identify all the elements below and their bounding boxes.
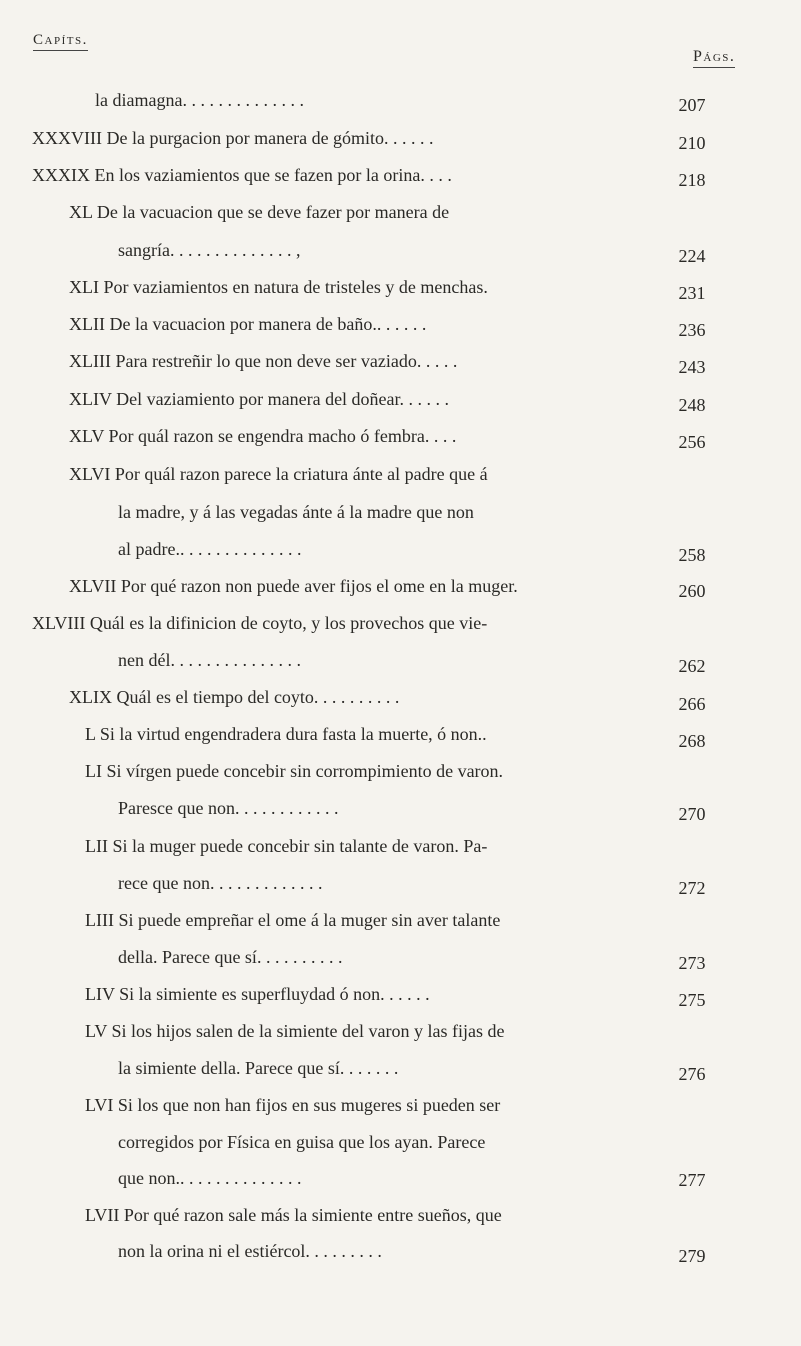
page-number: 273 (678, 953, 706, 973)
page-number: 236 (678, 320, 706, 340)
page-number: 248 (678, 395, 706, 415)
toc-line: XLII De la vacuacion por manera de baño.. . . . . . (69, 314, 427, 334)
toc-line: XL De la vacuacion que se deve fazer por manera de (69, 202, 450, 222)
toc-line: LI Si vírgen puede concebir sin corrompimiento de varon. (85, 761, 504, 781)
toc-line: que non.. . . . . . . . . . . . . . (118, 1168, 302, 1188)
toc-line: LVI Si los que non han fijos en sus mugeres si pueden ser (85, 1095, 501, 1115)
page-number: 276 (678, 1064, 706, 1084)
toc-line: corregidos por Física en guisa que los ayan. Parece (118, 1132, 486, 1152)
page-number: 268 (678, 731, 706, 751)
page-number: 266 (678, 694, 706, 714)
page-number: 260 (678, 581, 706, 601)
toc-line: la diamagna. . . . . . . . . . . . . . (95, 90, 304, 110)
page-number: 210 (678, 133, 706, 153)
toc-line: XLIV Del vaziamiento por manera del doñear. . . . . . (69, 389, 450, 409)
toc-line: LV Si los hijos salen de la simiente del varon y las fijas de (85, 1021, 505, 1041)
toc-line: XXXVIII De la purgacion por manera de gómito. . . . . . (32, 128, 434, 148)
page-number: 279 (678, 1246, 706, 1266)
toc-line: XLIX Quál es el tiempo del coyto. . . . . . . . . . (69, 687, 400, 707)
header-chapters: Capíts. (33, 32, 88, 51)
page-number: 275 (678, 990, 706, 1010)
toc-line: al padre.. . . . . . . . . . . . . . (118, 539, 302, 559)
toc-line: la madre, y á las vegadas ánte á la madre que non (118, 502, 474, 522)
page-number: 231 (678, 283, 706, 303)
header-pages: Págs. (693, 48, 735, 68)
page-number: 272 (678, 878, 706, 898)
toc-line: XLIII Para restreñir lo que non deve ser vaziado. . . . . (69, 351, 458, 371)
toc-line: LIII Si puede empreñar el ome á la muger sin aver talante (85, 910, 501, 930)
toc-line: LII Si la muger puede concebir sin talante de varon. Pa- (85, 836, 488, 856)
toc-line: la simiente della. Parece que sí. . . . . . . (118, 1058, 399, 1078)
page-number: 224 (678, 246, 706, 266)
page-number: 262 (678, 656, 706, 676)
page-number: 256 (678, 432, 706, 452)
toc-line: LVII Por qué razon sale más la simiente entre sueños, que (85, 1205, 502, 1225)
toc-line: XLVI Por quál razon parece la criatura ánte al padre que á (69, 464, 488, 484)
toc-line: Paresce que non. . . . . . . . . . . . (118, 798, 339, 818)
page-number: 270 (678, 804, 706, 824)
toc-line: della. Parece que sí. . . . . . . . . . (118, 947, 343, 967)
toc-line: non la orina ni el estiércol. . . . . . . . . (118, 1241, 382, 1261)
toc-line: rece que non. . . . . . . . . . . . . (118, 873, 323, 893)
page-number: 277 (678, 1170, 706, 1190)
toc-line: XXXIX En los vaziamientos que se fazen por la orina. . . . (32, 165, 452, 185)
page-number: 207 (678, 95, 706, 115)
page-number: 258 (678, 545, 706, 565)
toc-line: sangría. . . . . . . . . . . . . . , (118, 240, 301, 260)
toc-line: LIV Si la simiente es superfluydad ó non. . . . . . (85, 984, 430, 1004)
page-number: 218 (678, 170, 706, 190)
toc-line: XLI Por vaziamientos en natura de tristeles y de menchas. (69, 277, 488, 297)
toc-line: XLVIII Quál es la difinicion de coyto, y los provechos que vie- (32, 613, 488, 633)
page-number: 243 (678, 357, 706, 377)
toc-line: L Si la virtud engendradera dura fasta la muerte, ó non.. (85, 724, 487, 744)
toc-line: XLV Por quál razon se engendra macho ó fembra. . . . (69, 426, 457, 446)
toc-line: XLVII Por qué razon non puede aver fijos el ome en la muger. (69, 576, 518, 596)
toc-line: nen dél. . . . . . . . . . . . . . . (118, 650, 301, 670)
